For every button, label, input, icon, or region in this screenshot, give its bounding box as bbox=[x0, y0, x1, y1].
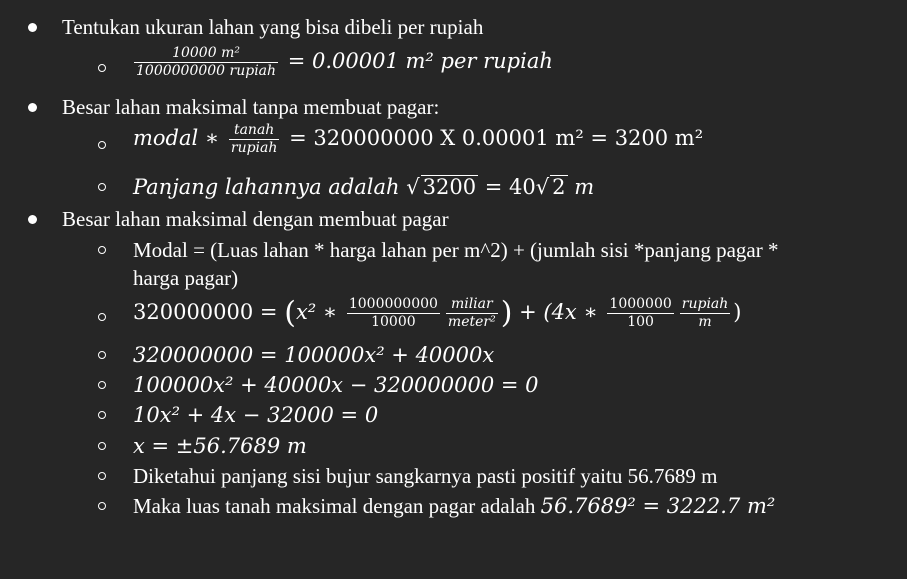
fraction-2 bbox=[446, 296, 498, 331]
fraction bbox=[134, 45, 278, 80]
paren-close: ) bbox=[500, 295, 513, 331]
fraction-numerator: tanah bbox=[229, 122, 280, 140]
item-text: Besar lahan maksimal dengan membuat pagar bbox=[62, 207, 449, 231]
item-text-line2: harga pagar) bbox=[133, 266, 239, 290]
circle-bullet-icon bbox=[98, 411, 106, 419]
circle-bullet-icon bbox=[98, 472, 106, 480]
sub-item-unit-price bbox=[0, 45, 907, 89]
equation-rest: = 0.00001 m² per rupiah bbox=[287, 49, 553, 73]
fraction-numerator: rupiah bbox=[681, 296, 729, 312]
sub-item-modal-formula bbox=[0, 237, 907, 291]
equation-pre: 320000000 = bbox=[133, 300, 278, 324]
equation-post: m bbox=[574, 175, 595, 199]
sqrt-value-2: 2 bbox=[552, 175, 566, 199]
item-text: Diketahui panjang sisi bujur sangkarnya pasti positif yaitu 56.7689 m bbox=[133, 464, 718, 488]
equation: 56.7689² = 3222.7 m² bbox=[540, 494, 776, 518]
fraction-denominator: m bbox=[698, 314, 712, 330]
circle-bullet-icon bbox=[98, 381, 106, 389]
circle-bullet-icon bbox=[98, 313, 106, 321]
equation: 320000000 = 100000x² + 40000x bbox=[133, 343, 495, 367]
circle-bullet-icon bbox=[98, 141, 106, 149]
equation-plus: + (4x ∗ bbox=[519, 300, 598, 324]
bullet-icon bbox=[28, 23, 37, 32]
fraction-numerator: 1000000 bbox=[609, 296, 672, 312]
fraction-3 bbox=[607, 296, 673, 331]
sub-item-equation bbox=[0, 296, 907, 340]
paren-close-2: ) bbox=[733, 300, 742, 324]
paren-open: ( bbox=[284, 295, 296, 331]
item-text: Besar lahan maksimal tanpa membuat pagar: bbox=[62, 95, 440, 119]
circle-bullet-icon bbox=[98, 64, 106, 72]
circle-bullet-icon bbox=[98, 246, 106, 254]
fraction-numerator: 1000000000 bbox=[348, 296, 438, 312]
circle-bullet-icon bbox=[98, 183, 106, 191]
fraction-denominator: rupiah bbox=[230, 140, 278, 156]
equation-rest: = 320000000 X 0.00001 m² = 3200 m² bbox=[289, 126, 704, 150]
equation: 10x² + 4x − 32000 = 0 bbox=[133, 403, 379, 427]
item-text-line1: Modal = (Luas lahan * harga lahan per m^2) + (jumlah sisi *panjang pagar * bbox=[133, 238, 779, 262]
equation-pre: modal ∗ bbox=[133, 126, 220, 150]
item-text: Tentukan ukuran lahan yang bisa dibeli per rupiah bbox=[62, 15, 484, 39]
sqrt-value: 3200 bbox=[422, 175, 477, 199]
fraction-denominator: meter² bbox=[447, 314, 496, 330]
fraction-denominator: 10000 bbox=[371, 314, 416, 330]
sub-item-max-area bbox=[0, 122, 907, 166]
circle-bullet-icon bbox=[98, 442, 106, 450]
fraction-denominator: 1000000000 rupiah bbox=[136, 63, 277, 79]
fraction-numerator: 10000 m² bbox=[134, 45, 278, 63]
circle-bullet-icon bbox=[98, 351, 106, 359]
fraction-denominator: 100 bbox=[627, 314, 654, 330]
equation-pre: Panjang lahannya adalah bbox=[133, 175, 400, 199]
fraction bbox=[229, 122, 280, 157]
equation-mid: = 40 bbox=[484, 175, 536, 199]
equation: x = ±56.7689 m bbox=[133, 434, 307, 458]
bullet-icon bbox=[28, 215, 37, 224]
fraction-numerator: miliar bbox=[446, 296, 498, 314]
equation: 100000x² + 40000x − 320000000 = 0 bbox=[133, 373, 539, 397]
item-text: Maka luas tanah maksimal dengan pagar adalah bbox=[133, 494, 536, 518]
circle-bullet-icon bbox=[98, 502, 106, 510]
fraction-1 bbox=[347, 296, 440, 331]
equation-x2: x² ∗ bbox=[295, 300, 338, 324]
fraction-4 bbox=[680, 296, 731, 331]
bullet-icon bbox=[28, 103, 37, 112]
